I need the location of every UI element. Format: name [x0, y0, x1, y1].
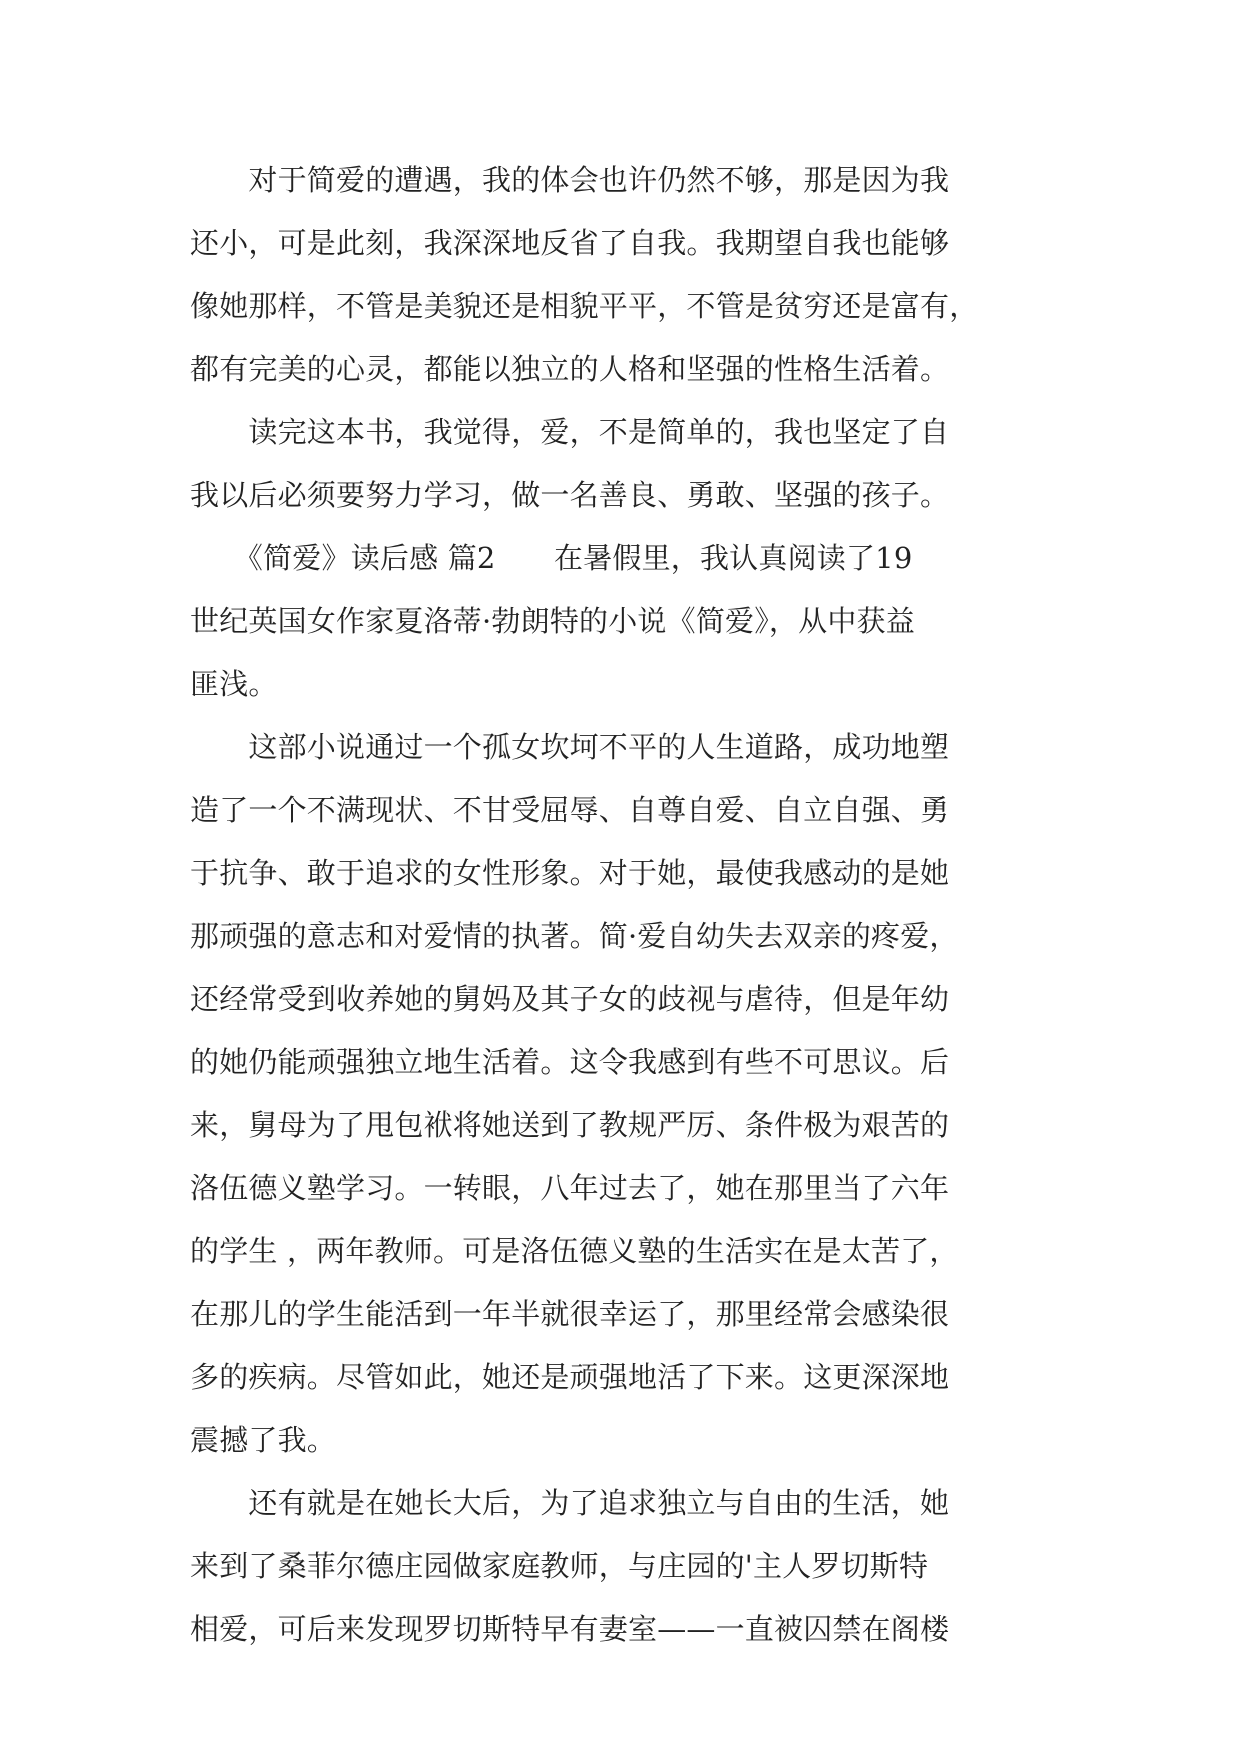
text-line: 还有就是在她长大后，为了追求独立与自由的生活，她 — [190, 1486, 950, 1520]
paragraph-novel-summary — [190, 727, 1060, 1483]
text-line: 这部小说通过一个孤女坎坷不平的人生道路，成功地塑 — [190, 730, 950, 764]
text-line: 洛伍德义塾学习。一转眼，八年过去了，她在那里当了六年 — [190, 1171, 950, 1205]
text-line: 造了一个不满现状、不甘受屈辱、自尊自爱、自立自强、勇 — [190, 793, 950, 827]
text-line: 还小，可是此刻，我深深地反省了自我。我期望自我也能够 — [190, 226, 950, 260]
text-line: 我以后必须要努力学习，做一名善良、勇敢、坚强的孩子。 — [190, 478, 950, 512]
text-line: 来到了桑菲尔德庄园做家庭教师，与庄园的'主人罗切斯特 — [190, 1549, 929, 1583]
text-line: 那顽强的意志和对爱情的执著。简·爱自幼失去双亲的疼爱， — [190, 919, 959, 953]
paragraph-conclusion — [190, 412, 1060, 538]
text-line: 《简爱》读后感 篇2 在暑假里，我认真阅读了19 — [190, 541, 913, 575]
text-line: 来，舅母为了甩包袱将她送到了教规严厉、条件极为艰苦的 — [190, 1108, 950, 1142]
text-line: 于抗争、敢于追求的女性形象。对于她，最使我感动的是她 — [190, 856, 950, 890]
text-line: 的学生 ，两年教师。可是洛伍德义塾的生活实在是太苦了， — [190, 1234, 959, 1268]
text-line: 还经常受到收养她的舅妈及其子女的歧视与虐待，但是年幼 — [190, 982, 950, 1016]
text-line: 多的疾病。尽管如此，她还是顽强地活了下来。这更深深地 — [190, 1360, 950, 1394]
document-body — [190, 160, 1060, 1672]
text-line: 相爱，可后来发现罗切斯特早有妻室——一直被囚禁在阁楼 — [190, 1612, 950, 1646]
text-line: 震撼了我。 — [190, 1423, 337, 1457]
paragraph-reflection — [190, 160, 1060, 412]
text-line: 世纪英国女作家夏洛蒂·勃朗特的小说《简爱》，从中获益 — [190, 604, 915, 638]
text-line: 像她那样，不管是美貌还是相貌平平，不管是贫穷还是富有， — [190, 289, 979, 323]
text-line: 对于简爱的遭遇，我的体会也许仍然不够，那是因为我 — [190, 163, 950, 197]
text-line: 都有完美的心灵，都能以独立的人格和坚强的性格生活着。 — [190, 352, 950, 386]
paragraph-essay-2-intro — [190, 538, 1060, 727]
text-line: 的她仍能顽强独立地生活着。这令我感到有些不可思议。后 — [190, 1045, 950, 1079]
text-line: 在那儿的学生能活到一年半就很幸运了，那里经常会感染很 — [190, 1297, 950, 1331]
paragraph-thornfield — [190, 1483, 1060, 1672]
text-line: 匪浅。 — [190, 667, 278, 701]
text-line: 读完这本书，我觉得，爱，不是简单的，我也坚定了自 — [190, 415, 950, 449]
